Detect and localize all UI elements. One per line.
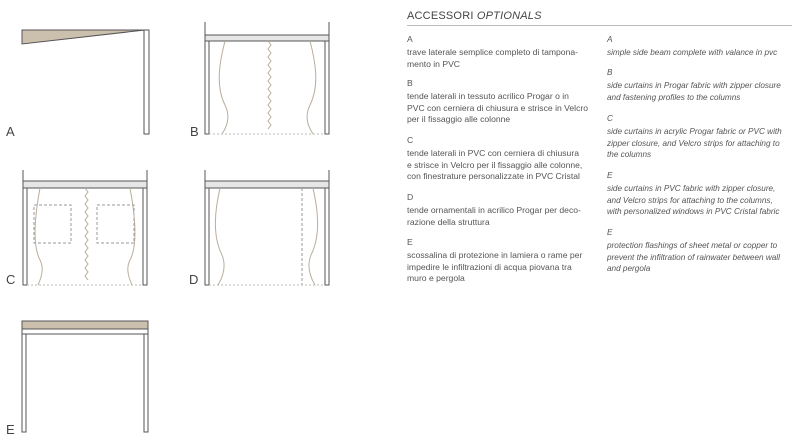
- item-it-c: [407, 135, 582, 182]
- figure-a-side-beam: [22, 30, 149, 134]
- item-key: B: [407, 78, 413, 88]
- figure-label-d: D: [189, 272, 199, 287]
- section-title-it: ACCESSORI: [407, 10, 474, 22]
- item-en-c: [607, 113, 782, 160]
- item-en-e1: [607, 170, 779, 217]
- item-key: C: [407, 135, 414, 145]
- figure-e-flashing: [22, 321, 148, 432]
- item-text: scossalina di protezione in lamiera o rame per impedire le infiltrazioni di acqua piovana tra muro e pergola: [407, 250, 583, 283]
- item-key: B: [607, 68, 613, 77]
- section-title-en: OPTIONALS: [476, 10, 542, 22]
- item-key: C: [607, 114, 613, 123]
- item-text: side curtains in PVC fabric with zipper closure, and Velcro strips for attaching to the columns, with personalized windows in PVC Cristal fabric: [607, 184, 780, 216]
- figure-b-side-curtains: [205, 22, 329, 134]
- figure-label-a: A: [6, 124, 15, 139]
- item-text: side curtains in Progar fabric with zipper closure and fastening profiles to the columns: [607, 81, 781, 102]
- item-key: E: [607, 171, 613, 180]
- item-text: tende laterali in tessuto acrilico Progar o in PVC con cerniera di chiusura e strisce in Velcro per il fissaggio alle colonne: [407, 91, 589, 124]
- item-key: E: [407, 237, 413, 247]
- item-en-a: [607, 34, 777, 59]
- figure-label-c: C: [6, 272, 16, 287]
- item-text: tende ornamentali in acrilico Progar per deco- razione della struttura: [407, 205, 581, 227]
- item-text: protection flashings of sheet metal or copper to prevent the infiltration of rainwater between wall and pergola: [607, 241, 780, 273]
- item-it-d: [407, 192, 581, 228]
- figure-c-curtains-windows: [23, 170, 147, 285]
- item-it-a: [407, 34, 578, 70]
- item-en-b: [607, 67, 781, 103]
- figure-d-ornamental-curtains: [205, 170, 329, 285]
- figure-label-e: E: [6, 422, 15, 437]
- item-en-e2: [607, 227, 780, 274]
- item-text: side curtains in acrylic Progar fabric or PVC with zipper closure, and Velcro strips for attaching to the columns: [607, 127, 782, 159]
- item-key: D: [407, 192, 414, 202]
- item-it-e: [407, 237, 582, 284]
- item-text: simple side beam complete with valance in pvc: [607, 48, 778, 58]
- item-it-b: [407, 78, 588, 125]
- item-text: trave laterale semplice completo di tampona- mento in PVC: [407, 47, 579, 69]
- title-divider: [407, 25, 792, 26]
- item-key: A: [607, 35, 613, 44]
- item-text: tende laterali in PVC con cerniera di chiusura e strisce in Velcro per il fissaggio alle colonne, con finestrature personalizzate in PVC Cristal: [407, 148, 583, 181]
- item-key: A: [407, 34, 413, 44]
- item-key: E: [607, 228, 613, 237]
- figure-label-b: B: [190, 124, 199, 139]
- section-title: [407, 10, 542, 22]
